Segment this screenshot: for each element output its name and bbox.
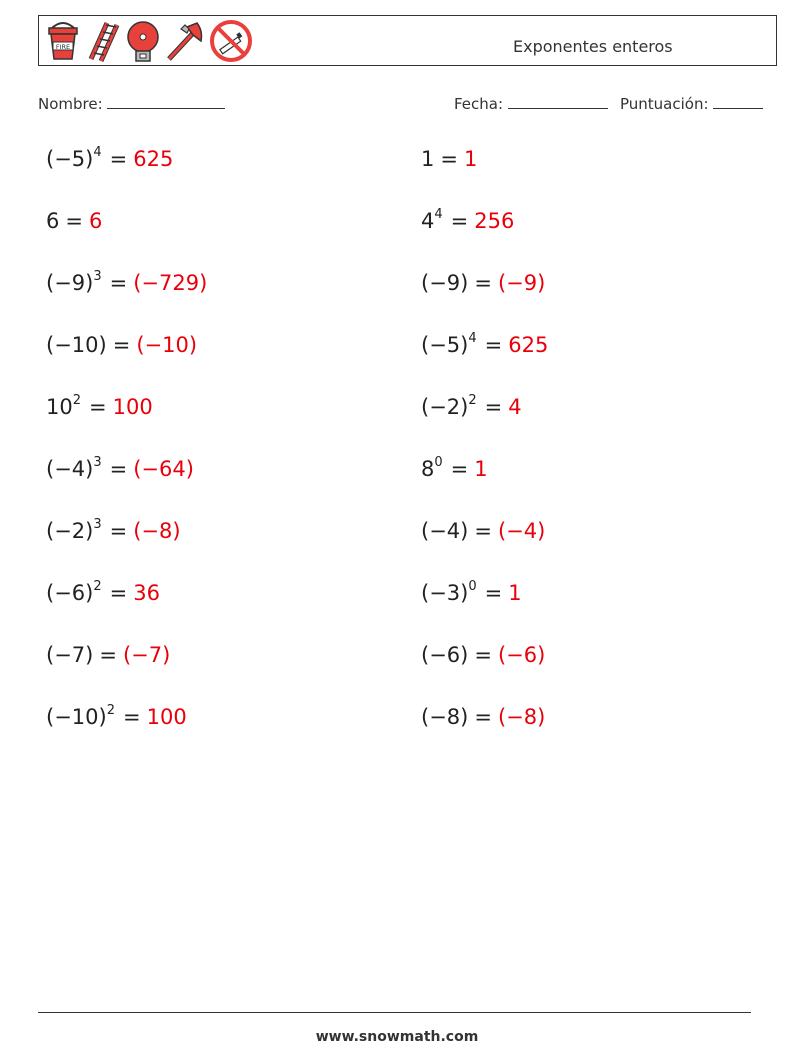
problem-base: (−8)	[421, 705, 469, 729]
problem-base: 6	[46, 209, 60, 233]
problem-item	[421, 705, 545, 729]
problem-answer: 100	[146, 705, 187, 729]
problem-item	[46, 643, 170, 667]
problem-item	[421, 395, 522, 419]
problem-answer: (−6)	[497, 643, 546, 667]
problem-answer: (−10)	[136, 333, 198, 357]
problem-item	[421, 581, 522, 605]
name-field	[38, 94, 225, 113]
problem-exponent: 3	[93, 455, 102, 470]
problem-exponent: 2	[72, 393, 82, 408]
problem-item	[46, 581, 160, 605]
date-label: Fecha:	[454, 95, 504, 113]
problem-exponent: 3	[93, 269, 102, 284]
problem-exponent: 0	[434, 455, 443, 470]
fire-bucket-icon	[45, 19, 81, 63]
problem-item	[421, 457, 488, 481]
equals-sign: =	[484, 395, 503, 419]
footer-url: www.snowmath.com	[315, 1029, 479, 1045]
problem-answer: (−8)	[133, 519, 181, 543]
equals-sign: =	[65, 209, 83, 233]
worksheet-title: Exponentes enteros	[513, 37, 673, 56]
name-blank[interactable]	[107, 94, 225, 109]
problem-base: (−5)	[46, 147, 94, 171]
problem-exponent: 4	[434, 207, 443, 222]
equals-sign: =	[99, 643, 117, 667]
problem-exponent: 4	[468, 331, 477, 346]
equals-sign: =	[484, 581, 503, 605]
problem-answer: 100	[112, 395, 153, 419]
problem-answer: (−64)	[133, 457, 194, 481]
problem-base: (−4)	[46, 457, 94, 481]
problem-item	[421, 519, 545, 543]
header-icons	[45, 19, 253, 63]
problem-item	[46, 395, 153, 419]
equals-sign: =	[484, 333, 503, 357]
problem-answer: 1	[508, 581, 522, 605]
date-blank[interactable]	[508, 94, 608, 109]
equals-sign: =	[474, 643, 492, 667]
equals-sign: =	[450, 457, 469, 481]
problem-item	[46, 519, 181, 543]
score-blank[interactable]	[713, 94, 763, 109]
equals-sign: =	[474, 271, 492, 295]
fire-axe-icon	[165, 19, 205, 63]
problem-item	[46, 209, 102, 233]
problem-base: (−5)	[421, 333, 469, 357]
problem-item	[421, 333, 548, 357]
problem-answer: 625	[133, 147, 174, 171]
problem-answer: (−9)	[497, 271, 546, 295]
score-field	[620, 94, 763, 113]
problem-answer: 36	[133, 581, 160, 605]
equals-sign: =	[112, 333, 131, 357]
problem-item	[46, 457, 194, 481]
problem-answer: (−7)	[122, 643, 171, 667]
equals-sign: =	[474, 519, 492, 543]
equals-sign: =	[109, 519, 128, 543]
worksheet-header	[38, 15, 777, 66]
problem-answer: 625	[508, 333, 549, 357]
problem-base: (−10)	[46, 333, 107, 357]
problem-base: (−2)	[421, 395, 469, 419]
problem-exponent: 4	[93, 145, 102, 160]
problem-answer: 6	[88, 209, 103, 233]
problem-answer: 1	[463, 147, 478, 171]
problem-base: (−9)	[46, 271, 94, 295]
equals-sign: =	[440, 147, 458, 171]
problem-base: (−3)	[421, 581, 469, 605]
problem-answer: (−8)	[497, 705, 546, 729]
problem-answer: (−729)	[133, 271, 208, 295]
problem-base: 4	[421, 209, 435, 233]
problem-base: (−7)	[46, 643, 94, 667]
problem-exponent: 0	[468, 579, 477, 594]
problem-base: (−6)	[46, 581, 94, 605]
problem-item	[421, 643, 545, 667]
problem-base: (−10)	[46, 705, 107, 729]
name-label: Nombre:	[38, 95, 103, 113]
problem-item	[46, 271, 207, 295]
problem-base: 1	[421, 147, 435, 171]
problem-answer: (−4)	[497, 519, 546, 543]
no-smoking-sign-icon	[209, 19, 253, 63]
problem-item	[421, 147, 477, 171]
problem-base: 8	[421, 457, 435, 481]
problem-item	[46, 705, 187, 729]
problem-answer: 1	[474, 457, 488, 481]
equals-sign: =	[109, 271, 128, 295]
problem-item	[46, 147, 173, 171]
problem-base: 10	[46, 395, 73, 419]
problem-base: (−9)	[421, 271, 469, 295]
equals-sign: =	[109, 147, 128, 171]
problem-base: (−6)	[421, 643, 469, 667]
equals-sign: =	[89, 395, 107, 419]
equals-sign: =	[109, 457, 128, 481]
equals-sign: =	[109, 581, 128, 605]
problem-exponent: 2	[93, 579, 102, 594]
equals-sign: =	[122, 705, 141, 729]
problem-exponent: 2	[106, 703, 115, 718]
equals-sign: =	[474, 705, 492, 729]
fire-alarm-bell-icon	[125, 19, 161, 63]
problem-exponent: 2	[468, 393, 477, 408]
problem-base: (−4)	[421, 519, 469, 543]
problem-answer: 256	[474, 209, 515, 233]
equals-sign: =	[450, 209, 469, 233]
problem-item	[421, 209, 514, 233]
bucket-label: FIRE	[55, 43, 71, 51]
date-field	[454, 94, 608, 113]
problem-exponent: 3	[93, 517, 102, 532]
ladder-icon	[85, 19, 121, 63]
problem-item	[421, 271, 545, 295]
score-label: Puntuación:	[620, 95, 709, 113]
problem-item	[46, 333, 197, 357]
footer-divider	[38, 1012, 751, 1013]
problem-base: (−2)	[46, 519, 94, 543]
problem-answer: 4	[508, 395, 522, 419]
